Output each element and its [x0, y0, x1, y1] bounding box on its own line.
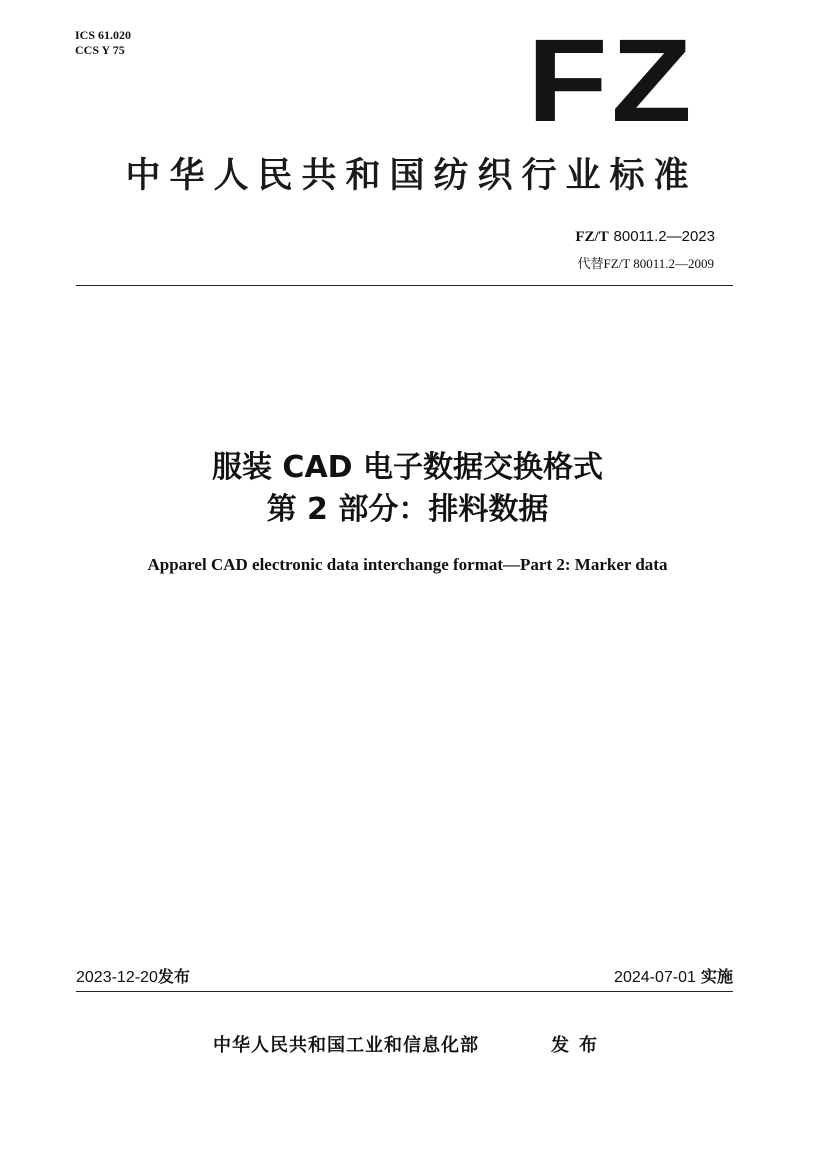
classification-codes: [75, 28, 131, 58]
issuing-body-title: 中华人民共和国纺织行业标准: [125, 156, 698, 196]
implementation-label: 实施: [700, 967, 733, 986]
standard-number: [575, 227, 715, 246]
issue-date: [76, 964, 190, 987]
standard-prefix: FZ/T: [575, 229, 609, 245]
issue-label: 发布: [157, 967, 190, 986]
bottom-divider: [76, 991, 733, 992]
replaces-standard: 代替FZ/T 80011.2—2009: [577, 256, 714, 271]
document-title-en: Apparel CAD electronic data interchange format—Part 2: Marker data: [147, 555, 668, 574]
issue-date-value: 2023-12-20: [76, 969, 158, 986]
publish-label: 发布: [551, 1035, 607, 1056]
ccs-code: CCS Y 75: [75, 43, 125, 57]
publisher-name: 中华人民共和国工业和信息化部: [213, 1035, 479, 1056]
implementation-date-value: 2024-07-01: [614, 969, 696, 986]
document-title-cn-line2: 第 2 部分：排料数据: [266, 492, 549, 527]
top-divider: [76, 285, 733, 286]
ics-code: ICS 61.020: [75, 28, 132, 42]
fz-logo: FZ: [527, 15, 696, 147]
standard-code: 80011.2—2023: [613, 228, 715, 245]
document-title-cn-line1: 服装 CAD 电子数据交换格式: [211, 450, 604, 485]
implementation-date: [614, 964, 733, 987]
